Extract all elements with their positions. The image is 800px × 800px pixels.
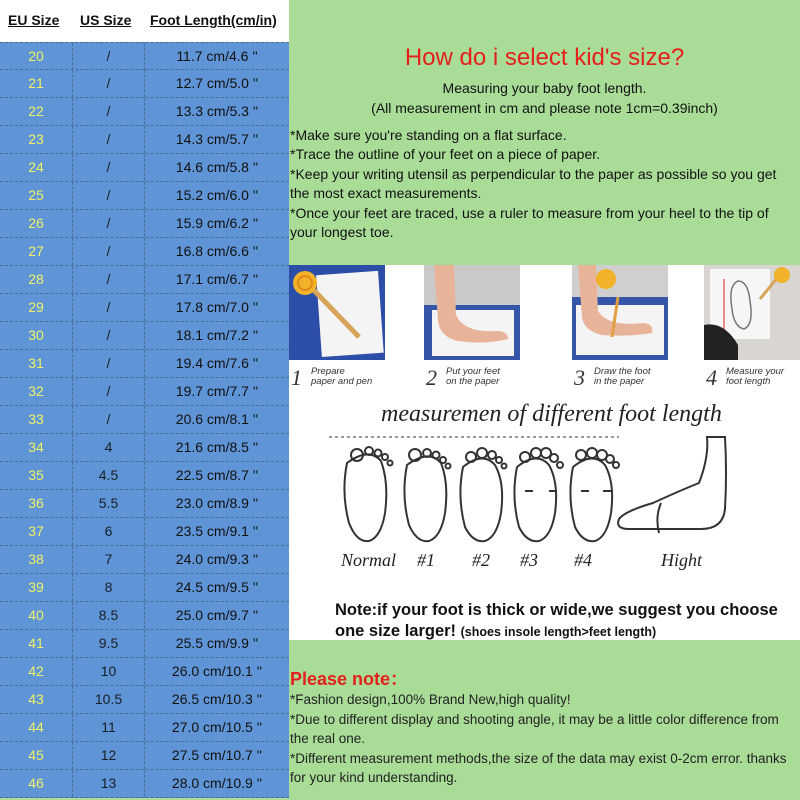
step-3-label <box>594 367 674 387</box>
step-2-photo <box>424 265 520 360</box>
diagram-title: measuremen of different foot length <box>381 401 722 427</box>
note-item: *Due to different display and shooting angle, it may be a little color difference from the real one. <box>290 711 779 746</box>
table-row <box>0 294 289 322</box>
table-row <box>0 714 289 742</box>
table-row <box>0 406 289 434</box>
measurement-steps <box>289 265 800 395</box>
us-size-cell: / <box>73 98 145 125</box>
table-row <box>0 238 289 266</box>
step-4-label-line-2: foot length <box>726 376 771 387</box>
eu-size-cell: 33 <box>0 406 73 433</box>
step-1 <box>289 265 385 390</box>
step-2-number: 2 <box>426 365 437 390</box>
note-item: *Different measurement methods,the size of the data may exist 0-2cm error. thanks for your kind understanding. <box>290 750 787 785</box>
table-row <box>0 210 289 238</box>
table-row <box>0 770 289 798</box>
us-size-cell: 5.5 <box>73 490 145 517</box>
foot-length-cell: 24.0 cm/9.3 '' <box>175 551 259 567</box>
table-row <box>0 686 289 714</box>
step-4-photo <box>704 265 800 360</box>
header-eu-size: EU Size <box>8 12 60 28</box>
us-size-cell: / <box>73 294 145 321</box>
us-size-cell: / <box>73 182 145 209</box>
foot-shape-diagram <box>289 395 800 640</box>
us-size-cell: / <box>73 126 145 153</box>
foot-length-cell: 19.7 cm/7.7 '' <box>175 383 259 399</box>
foot-length-cell: 26.5 cm/10.3 '' <box>171 691 263 707</box>
size-note-text: Note:if your foot is thick or wide,we suggest you choose one size larger! <box>335 601 778 640</box>
us-size-cell: / <box>73 406 145 433</box>
eu-size-cell: 34 <box>0 434 73 461</box>
eu-size-cell: 35 <box>0 462 73 489</box>
table-row <box>0 154 289 182</box>
step-3 <box>572 265 668 390</box>
header-foot-length: Foot Length(cm/in) <box>150 12 277 28</box>
step-2-label-line-1: Put your feet <box>446 366 500 377</box>
table-header <box>0 0 289 42</box>
table-row <box>0 434 289 462</box>
table-row <box>0 546 289 574</box>
foot-length-cell: 19.4 cm/7.6 '' <box>175 355 259 371</box>
eu-size-cell: 27 <box>0 238 73 265</box>
foot-length-cell: 25.5 cm/9.9 '' <box>175 635 259 651</box>
us-size-cell: 12 <box>73 742 145 769</box>
table-row <box>0 322 289 350</box>
step-1-label-line-2: paper and pen <box>311 376 373 387</box>
foot-length-cell: 14.3 cm/5.7 '' <box>175 131 259 147</box>
step-1-label-line-1: Prepare <box>311 366 345 377</box>
foot-length-cell: 26.0 cm/10.1 '' <box>171 663 263 679</box>
eu-size-cell: 38 <box>0 546 73 573</box>
foot-label-1: #1 <box>417 550 435 570</box>
eu-size-cell: 24 <box>0 154 73 181</box>
eu-size-cell: 36 <box>0 490 73 517</box>
step-2 <box>424 265 520 390</box>
table-row <box>0 98 289 126</box>
foot-length-cell: 14.6 cm/5.8 '' <box>175 159 259 175</box>
foot-length-cell: 22.5 cm/8.7 '' <box>175 467 259 483</box>
table-row <box>0 630 289 658</box>
us-size-cell: / <box>73 210 145 237</box>
table-row <box>0 182 289 210</box>
us-size-cell: / <box>73 266 145 293</box>
table-row <box>0 350 289 378</box>
eu-size-cell: 40 <box>0 602 73 629</box>
us-size-cell: / <box>73 322 145 349</box>
table-row <box>0 70 289 98</box>
foot-label-2: #2 <box>472 550 490 570</box>
step-2-label-line-2: on the paper <box>446 376 500 387</box>
us-size-cell: 8 <box>73 574 145 601</box>
us-size-cell: 4 <box>73 434 145 461</box>
foot-label-normal: Normal <box>341 550 397 570</box>
eu-size-cell: 21 <box>0 70 73 97</box>
foot-length-cell: 18.1 cm/7.2 '' <box>175 327 259 343</box>
us-size-cell: / <box>73 350 145 377</box>
us-size-cell: / <box>73 238 145 265</box>
please-note-title: Please note： <box>290 669 409 689</box>
eu-size-cell: 42 <box>0 658 73 685</box>
eu-size-cell: 28 <box>0 266 73 293</box>
table-row <box>0 574 289 602</box>
us-size-cell: 7 <box>73 546 145 573</box>
table-row <box>0 462 289 490</box>
foot-length-cell: 25.0 cm/9.7 '' <box>175 607 259 623</box>
foot-length-cell: 17.8 cm/7.0 '' <box>175 299 259 315</box>
us-size-cell: 9.5 <box>73 630 145 657</box>
step-2-label <box>446 367 526 387</box>
table-row <box>0 266 289 294</box>
eu-size-cell: 26 <box>0 210 73 237</box>
foot-outlines <box>289 433 800 549</box>
foot-length-cell: 23.0 cm/8.9 '' <box>175 495 259 511</box>
step-1-number: 1 <box>291 365 302 390</box>
foot-length-cell: 27.0 cm/10.5 '' <box>171 719 263 735</box>
note-item: *Fashion design,100% Brand New,high quality! <box>290 692 571 707</box>
us-size-cell: 10.5 <box>73 686 145 713</box>
table-row <box>0 378 289 406</box>
foot-length-cell: 23.5 cm/9.1 '' <box>175 523 259 539</box>
eu-size-cell: 22 <box>0 98 73 125</box>
eu-size-cell: 46 <box>0 770 73 797</box>
foot-length-cell: 21.6 cm/8.5 '' <box>175 439 259 455</box>
instruction-item: *Trace the outline of your feet on a piece of paper. <box>290 146 601 163</box>
eu-size-cell: 20 <box>0 43 73 70</box>
instruction-item: *Make sure you're standing on a flat surface. <box>290 127 567 143</box>
us-size-cell: / <box>73 154 145 181</box>
eu-size-cell: 45 <box>0 742 73 769</box>
us-size-cell: 10 <box>73 658 145 685</box>
step-3-number: 3 <box>574 365 585 390</box>
foot-length-cell: 20.6 cm/8.1 '' <box>175 411 259 427</box>
eu-size-cell: 25 <box>0 182 73 209</box>
foot-length-cell: 13.3 cm/5.3 '' <box>175 103 259 119</box>
measurement-note: (All measurement in cm and please note 1cm=0.39inch) <box>371 100 718 116</box>
size-note-detail: (shoes insole length>feet length) <box>460 625 657 639</box>
eu-size-cell: 41 <box>0 630 73 657</box>
us-size-cell: 4.5 <box>73 462 145 489</box>
us-size-cell: 6 <box>73 518 145 545</box>
foot-label-4: #4 <box>574 550 592 570</box>
size-note <box>335 600 795 643</box>
foot-length-cell: 16.8 cm/6.6 '' <box>175 243 259 259</box>
eu-size-cell: 30 <box>0 322 73 349</box>
eu-size-cell: 32 <box>0 378 73 405</box>
step-1-label <box>311 367 391 387</box>
subtitle: Measuring your baby foot length. <box>442 80 647 96</box>
step-4 <box>704 265 800 390</box>
instruction-item: *Once your feet are traced, use a ruler to measure from your heel to the tip of your longest toe. <box>290 204 769 241</box>
page-title: How do i select kid's size? <box>404 44 685 71</box>
table-row <box>0 126 289 154</box>
step-3-photo <box>572 265 668 360</box>
info-panel <box>289 0 800 800</box>
eu-size-cell: 31 <box>0 350 73 377</box>
size-chart-table <box>0 0 289 800</box>
us-size-cell: / <box>73 378 145 405</box>
table-row <box>0 658 289 686</box>
step-3-label-line-2: in the paper <box>594 376 645 387</box>
us-size-cell: 13 <box>73 770 145 797</box>
table-row <box>0 42 289 70</box>
foot-label-3: #3 <box>520 550 538 570</box>
foot-length-cell: 12.7 cm/5.0 '' <box>175 75 259 91</box>
foot-length-cell: 28.0 cm/10.9 '' <box>171 775 263 791</box>
step-3-label-line-1: Draw the foot <box>594 366 651 377</box>
us-size-cell: / <box>73 70 145 97</box>
table-row <box>0 602 289 630</box>
table-row <box>0 742 289 770</box>
us-size-cell: 8.5 <box>73 602 145 629</box>
step-4-label <box>726 367 800 387</box>
table-row <box>0 490 289 518</box>
foot-length-cell: 15.2 cm/6.0 '' <box>175 187 259 203</box>
foot-length-cell: 11.7 cm/4.6 '' <box>176 48 258 64</box>
table-body <box>0 42 289 798</box>
step-1-photo <box>289 265 385 360</box>
foot-length-cell: 27.5 cm/10.7 '' <box>171 747 263 763</box>
eu-size-cell: 39 <box>0 574 73 601</box>
foot-length-cell: 24.5 cm/9.5 '' <box>175 579 259 595</box>
eu-size-cell: 43 <box>0 686 73 713</box>
eu-size-cell: 44 <box>0 714 73 741</box>
eu-size-cell: 37 <box>0 518 73 545</box>
eu-size-cell: 23 <box>0 126 73 153</box>
foot-label-high: Hight <box>661 550 703 570</box>
us-size-cell: / <box>73 43 145 70</box>
step-4-number: 4 <box>706 365 717 390</box>
table-row <box>0 518 289 546</box>
instruction-list <box>290 126 795 242</box>
foot-length-cell: 17.1 cm/6.7 '' <box>175 271 259 287</box>
instruction-item: *Keep your writing utensil as perpendicular to the paper as possible so you get the most exact measurements. <box>290 165 777 202</box>
header-us-size: US Size <box>80 12 132 28</box>
eu-size-cell: 29 <box>0 294 73 321</box>
us-size-cell: 11 <box>73 714 145 741</box>
foot-length-cell: 15.9 cm/6.2 '' <box>175 215 259 231</box>
please-note-list <box>290 690 796 788</box>
step-4-label-line-1: Measure your <box>726 366 785 377</box>
